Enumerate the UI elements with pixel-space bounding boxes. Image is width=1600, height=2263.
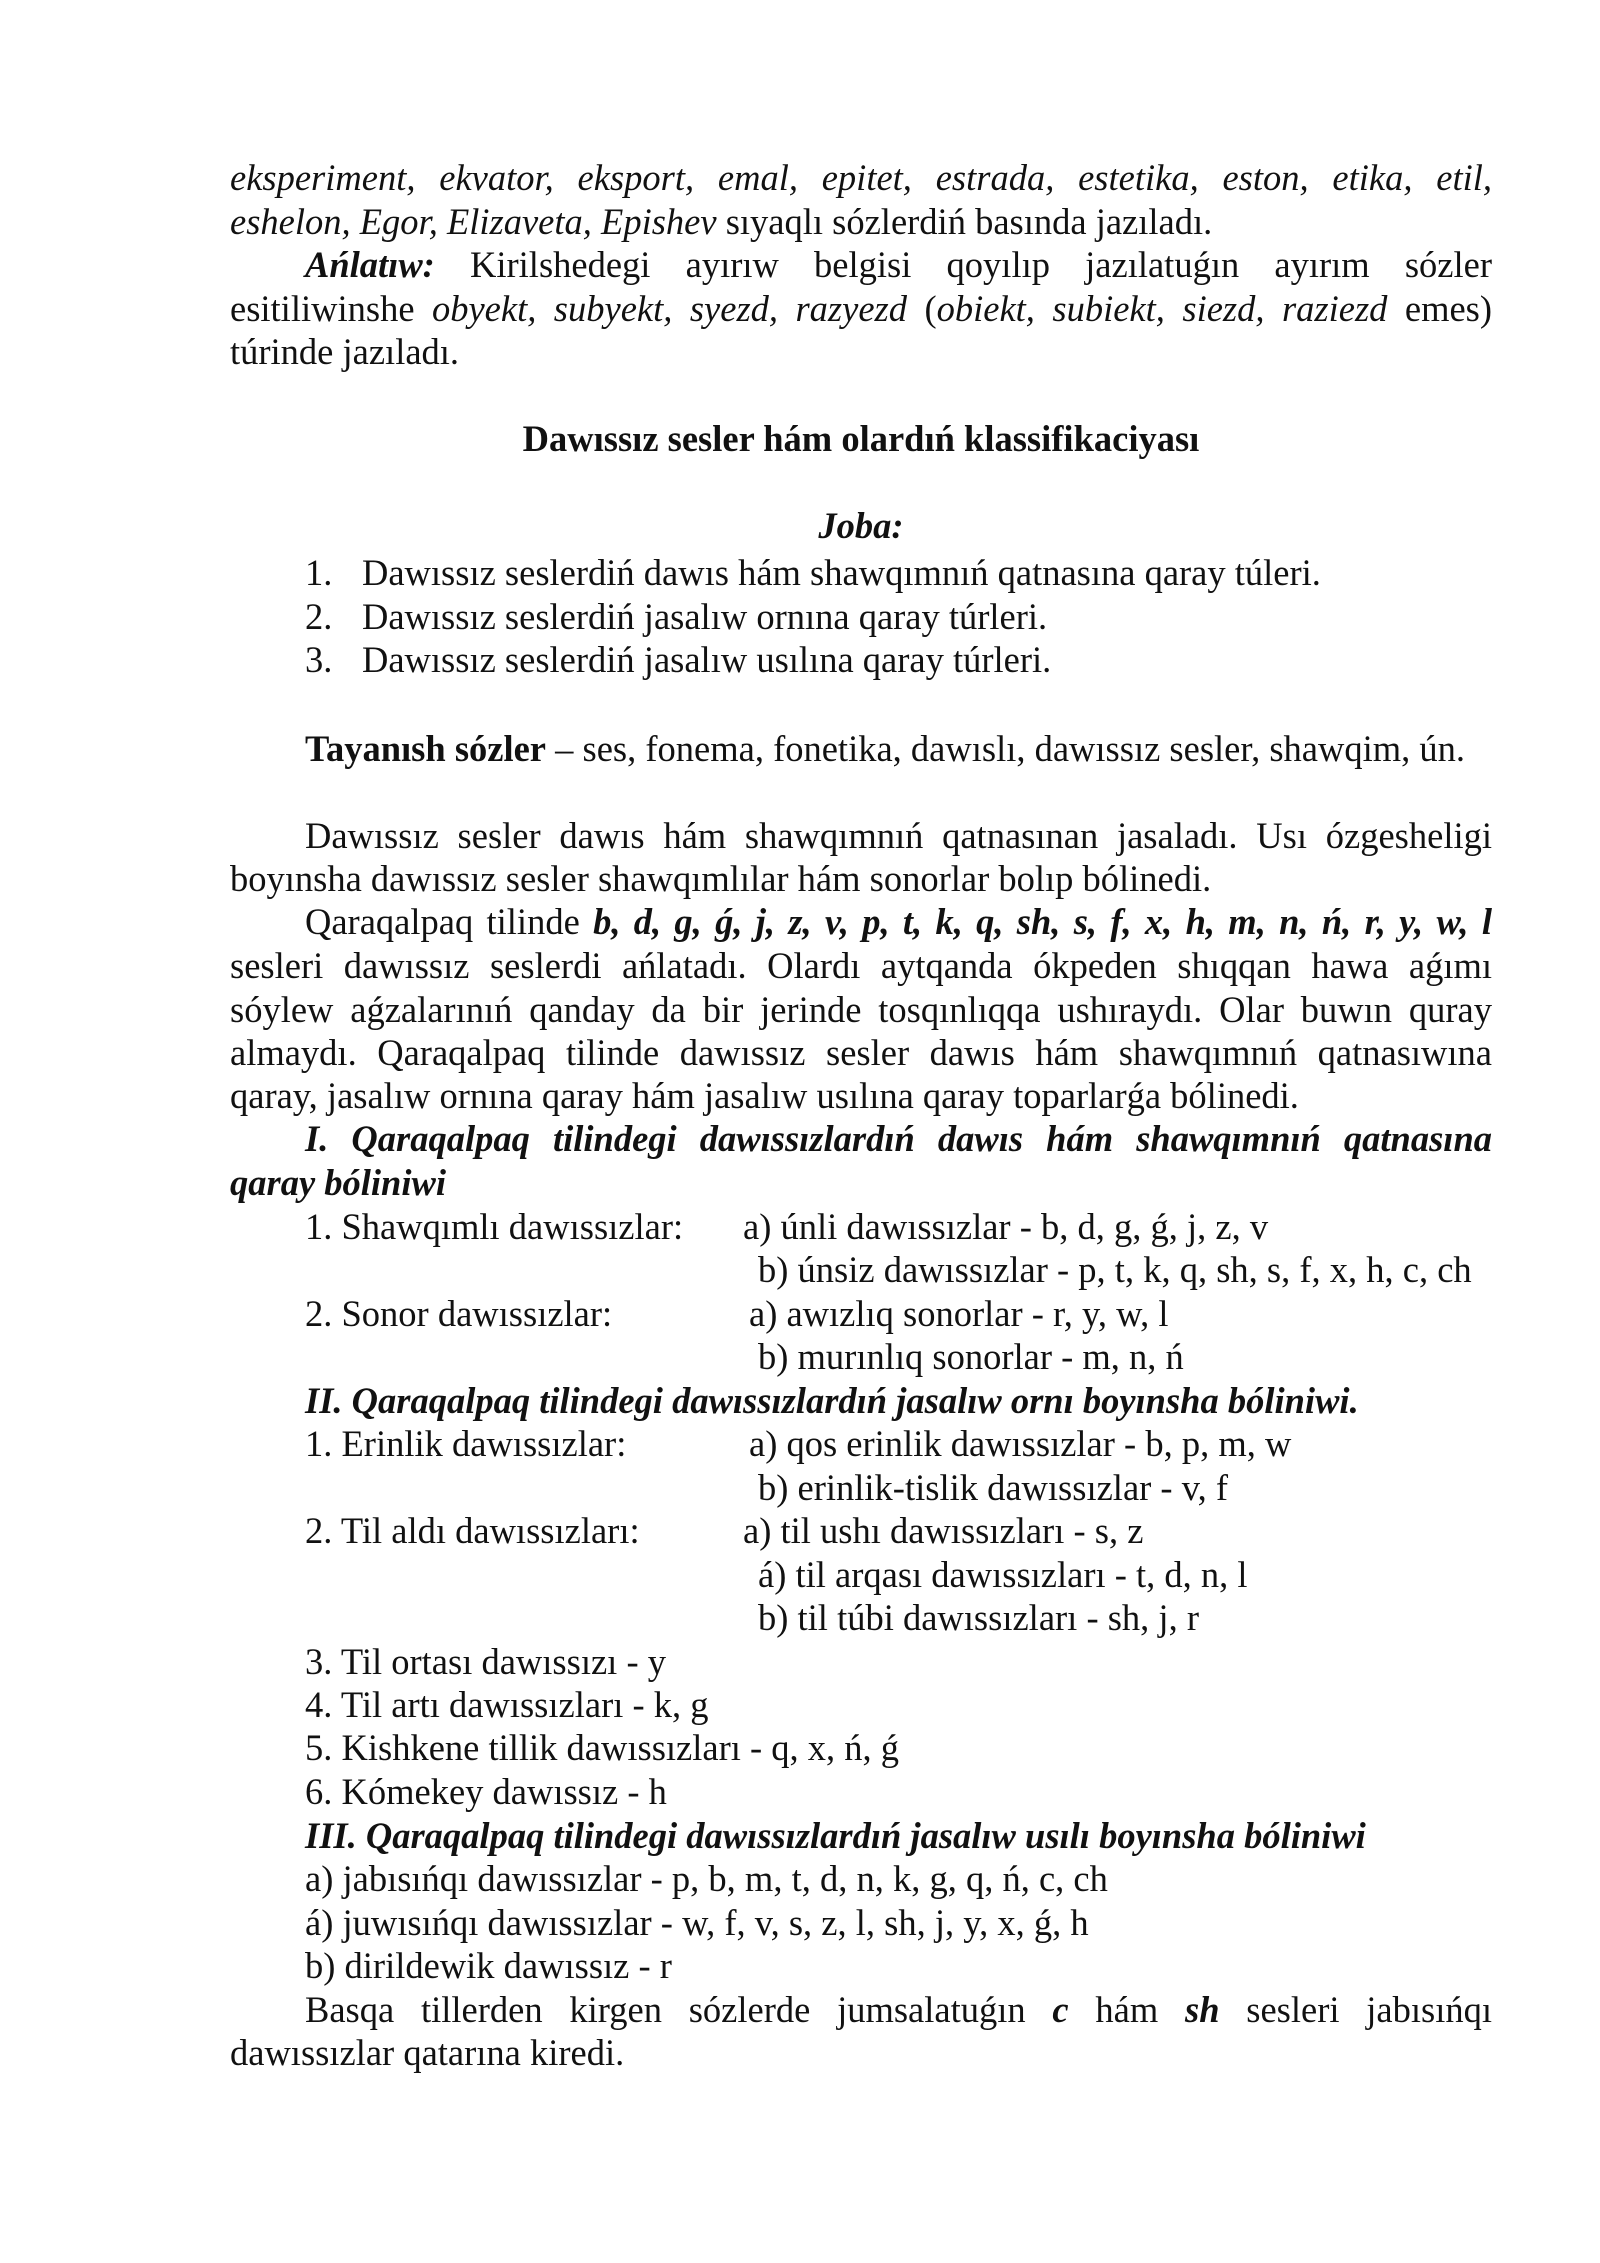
class-1-row-2-label: 2. Sonor dawıssızlar: [305,1293,613,1334]
class-2-row-2-b: b) til túbi dawıssızları - sh, j, r [758,1597,1199,1638]
plan-item-number: 1. [305,552,333,593]
class-2-row-4: 4. Til artı dawıssızları - k, g [305,1684,709,1725]
note-line-2: esitiliwinshe obyekt, subyekt, syezd, razyezd (obiekt, subiekt, siezd, raziezd emes) [230,288,1493,329]
class-1-row-2-a: a) awızlıq sonorlar - r, y, w, l [749,1293,1169,1334]
paragraph-2-line-1: Qaraqalpaq tilinde b, d, g, ǵ, j, z, v, p, t, k, q, sh, s, f, x, h, m, n, ń, r, y, w, l [305,901,1492,942]
note-line-1: Ańlatıw: Kirilshedegi ayırıw belgisi qoyılıp jazılatuǵın ayırım sózler [305,244,1492,285]
class-1-heading-line-1: I. Qaraqalpaq tilindegi dawıssızlardıń dawıs hám shawqımnıń qatnasına [305,1118,1492,1159]
paragraph-2-line-5: qaray, jasalıw ornına qaray hám jasalıw usılına qaray toparlarǵa bólinedi. [230,1075,1299,1116]
class-1-row-1-b: b) únsiz dawıssızlar - p, t, k, q, sh, s, f, x, h, c, ch [758,1249,1472,1290]
plan-item: Dawıssız seslerdiń jasalıw usılına qaray túrleri. [362,639,1052,680]
plan-label: Joba: [818,505,904,546]
class-2-row-2-label: 2. Til aldı dawıssızları: [305,1510,640,1551]
paragraph-2-line-2: sesleri dawıssız seslerdi ańlatadı. Olardı aytqanda ókpeden shıqqan hawa aǵımı [230,945,1492,986]
note-line-3: túrinde jazıladı. [230,331,460,372]
class-1-row-2-b: b) murınlıq sonorlar - m, n, ń [758,1336,1184,1377]
paragraph-2-line-4: almaydı. Qaraqalpaq tilinde dawıssız sesler dawıs hám shawqımnıń qatnasıwına [230,1032,1492,1073]
class-1-row-1-a: a) únli dawıssızlar - b, d, g, ǵ, j, z, v [743,1206,1269,1247]
class-1-heading-line-2: qaray bóliniwi [230,1162,446,1203]
class-3-row-b: b) dirildewik dawıssız - r [305,1945,672,1986]
plan-item: Dawıssız seslerdiń dawıs hám shawqımnıń qatnasına qaray túleri. [362,552,1321,593]
class-2-row-1-a: a) qos erinlik dawıssızlar - b, p, m, w [749,1423,1292,1464]
class-3-heading: III. Qaraqalpaq tilindegi dawıssızlardıń jasalıw usılı boyınsha bóliniwi [305,1815,1366,1856]
plan-item-number: 3. [305,639,333,680]
paragraph-1-line-2: boyınsha dawıssız sesler shawqımlılar hám sonorlar bolıp bólinedi. [230,858,1212,899]
class-3-row-aa: á) juwısıńqı dawıssızlar - w, f, v, s, z, l, sh, j, y, x, ǵ, h [305,1902,1089,1943]
paragraph-2-line-3: sóylew aǵzalarınıń qanday da bir jerinde tosqınlıqqa ushıraydı. Olar buwın quray [230,989,1492,1030]
keywords: Tayanısh sózler – ses, fonema, fonetika, dawıslı, dawıssız sesler, shawqim, ún. [305,728,1465,769]
class-2-row-2-aa: á) til arqası dawıssızları - t, d, n, l [758,1554,1248,1595]
class-2-heading: II. Qaraqalpaq tilindegi dawıssızlardıń jasalıw ornı boyınsha bóliniwi. [305,1380,1359,1421]
section-title: Dawıssız sesler hám olardıń klassifikaciyası [522,418,1200,459]
intro-line-1: eksperiment, ekvator, eksport, emal, epitet, estrada, estetika, eston, etika, etil, [230,157,1492,198]
closing-line-2: dawıssızlar qatarına kiredi. [230,2032,625,2073]
class-2-row-1-b: b) erinlik-tislik dawıssızlar - v, f [758,1467,1228,1508]
plan-item: Dawıssız seslerdiń jasalıw ornına qaray túrleri. [362,596,1048,637]
class-2-row-2-a: a) til ushı dawıssızları - s, z [743,1510,1144,1551]
class-1-row-1-label: 1. Shawqımlı dawıssızlar: [305,1206,684,1247]
class-2-row-1-label: 1. Erinlik dawıssızlar: [305,1423,627,1464]
class-2-row-3: 3. Til ortası dawıssızı - y [305,1641,666,1682]
intro-line-2: eshelon, Egor, Elizaveta, Epishev sıyaqlı sózlerdiń basında jazıladı. [230,201,1213,242]
class-2-row-5: 5. Kishkene tillik dawıssızları - q, x, ń, ǵ [305,1727,900,1768]
class-2-row-6: 6. Kómekey dawıssız - h [305,1771,667,1812]
closing-line-1: Basqa tillerden kirgen sózlerde jumsalatuǵın c hám sh sesleri jabısıńqı [305,1989,1492,2030]
paragraph-1-line-1: Dawıssız sesler dawıs hám shawqımnıń qatnasınan jasaladı. Usı ózgesheligi [305,815,1492,856]
plan-item-number: 2. [305,596,333,637]
class-3-row-a: a) jabısıńqı dawıssızlar - p, b, m, t, d, n, k, g, q, ń, c, ch [305,1858,1108,1899]
